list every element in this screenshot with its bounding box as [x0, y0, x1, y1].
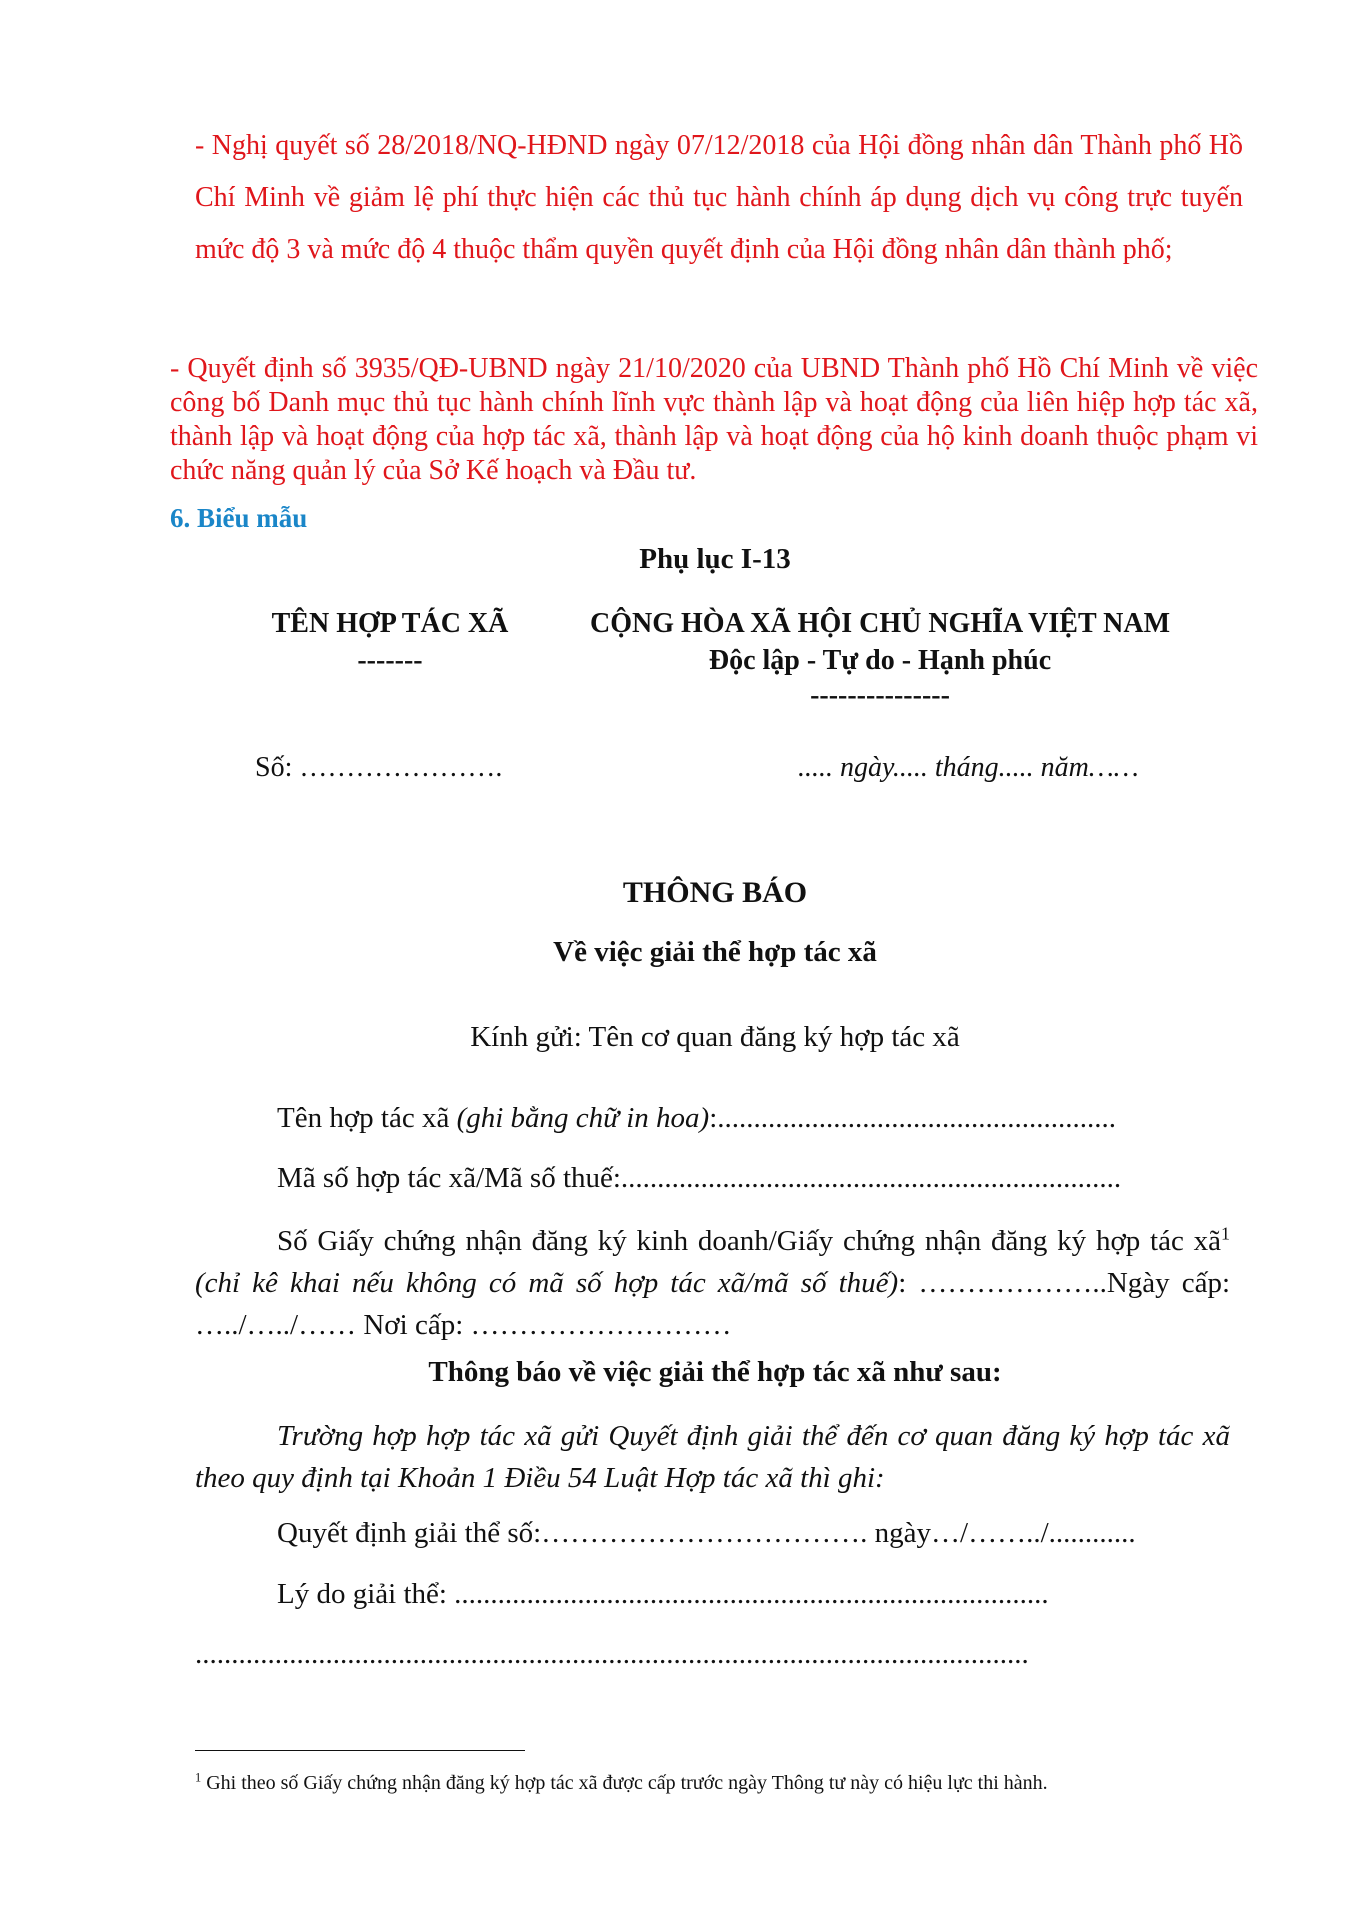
certificate-hint: (chỉ kê khai nếu không có mã số hợp tác xã/mã số thuế)	[195, 1267, 899, 1299]
legal-basis-decision: - Quyết định số 3935/QĐ-UBND ngày 21/10/2020 của UBND Thành phố Hồ Chí Minh về việc công bố Danh mục thủ tục hành chính lĩnh vực thành lập và hoạt động của liên hiệp hợp tác xã, thành lập và hoạt động của hợp tác xã, thành lập và hoạt động của hộ kinh doanh thuộc phạm vi chức năng quản lý của Sở Kế hoạch và Đầu tư.	[170, 353, 1258, 486]
recipient-line: Kính gửi: Tên cơ quan đăng ký hợp tác xã	[470, 1021, 960, 1053]
footnote-mark: 1	[195, 1770, 202, 1785]
national-motto: Độc lập - Tự do - Hạnh phúc	[708, 645, 1052, 676]
national-title: CỘNG HÒA XÃ HỘI CHỦ NGHĨA VIỆT NAM	[589, 608, 1171, 639]
notice-title: THÔNG BÁO	[622, 876, 808, 909]
coop-name-dots: :.......................................................	[709, 1102, 1117, 1134]
motto-divider: ---------------	[810, 680, 950, 711]
certificate-field	[195, 1220, 1230, 1346]
decision-number-field: Quyết định giải thể số:……………………………. ngày…/……../............	[277, 1517, 1136, 1549]
footnote	[195, 1772, 1048, 1795]
coop-name-header: TÊN HỢP TÁC XÃ	[271, 608, 509, 639]
footnote-text: Ghi theo số Giấy chứng nhận đăng ký hợp tác xã được cấp trước ngày Thông tư này có hiệu lực thi hành.	[201, 1772, 1048, 1794]
footnote-ref: 1	[1221, 1223, 1230, 1244]
certificate-rest: : ………………..Ngày cấp: …../…../…… Nơi cấp: ………………………	[195, 1267, 1231, 1341]
case-instruction: Trường hợp hợp tác xã gửi Quyết định giải thể đến cơ quan đăng ký hợp tác xã theo quy định tại Khoản 1 Điều 54 Luật Hợp tác xã thì ghi:	[195, 1420, 1230, 1494]
reason-field: Lý do giải thể: ..................................................................................	[277, 1578, 1049, 1610]
legal-basis-resolution: - Nghị quyết số 28/2018/NQ-HĐND ngày 07/12/2018 của Hội đồng nhân dân Thành phố Hồ Chí Minh về giảm lệ phí thực hiện các thủ tục hành chính áp dụng dịch vụ công trực tuyến mức độ 3 và mức độ 4 thuộc thẩm quyền quyết định của Hội đồng nhân dân thành phố;	[195, 130, 1243, 265]
coop-name-divider: -------	[357, 645, 423, 676]
reason-continuation-line: ...................................................................................................................	[195, 1638, 1029, 1670]
footnote-divider	[195, 1750, 525, 1751]
notice-details-heading: Thông báo về việc giải thể hợp tác xã như sau:	[428, 1356, 1002, 1388]
tax-code-field: Mã số hợp tác xã/Mã số thuế:.....................................................................	[277, 1162, 1122, 1194]
document-number: Số: ………………….	[255, 752, 503, 783]
date-line: ..... ngày..... tháng..... năm……	[798, 752, 1139, 783]
appendix-title: Phụ lục I-13	[639, 543, 791, 575]
coop-name-field	[195, 1102, 1312, 1135]
coop-name-hint: (ghi bằng chữ in hoa)	[456, 1102, 710, 1134]
notice-subtitle: Về việc giải thể hợp tác xã	[553, 936, 877, 968]
section-heading: 6. Biểu mẫu	[170, 503, 308, 533]
coop-name-label: Tên hợp tác xã	[277, 1102, 457, 1134]
certificate-label: Số Giấy chứng nhận đăng ký kinh doanh/Giấy chứng nhận đăng ký hợp tác xã	[277, 1225, 1222, 1257]
